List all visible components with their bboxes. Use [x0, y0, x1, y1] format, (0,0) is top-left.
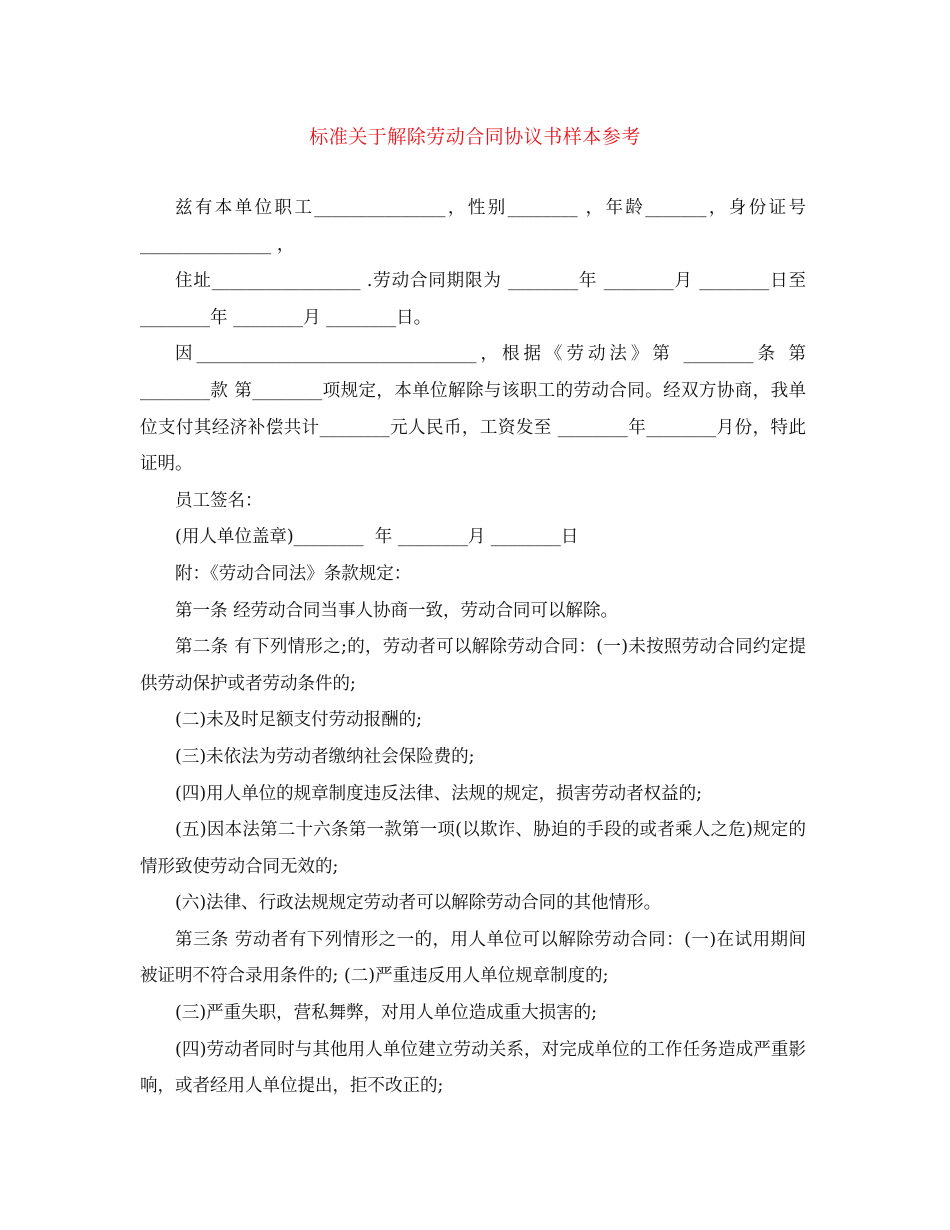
paragraph-termination-reason: 因________________________________，根据《劳动法》第 ________条 第 ________款 第________项规定，本单位解除与该职工的劳动合同。经双方协商，我单位支付其经济补偿共计________元人民币，工资发至 ________年________月份，特此证明。 — [140, 344, 812, 475]
paragraph-employer-seal: (用人单位盖章)________ 年 ________月 ________日 — [175, 527, 579, 548]
paragraph-appendix-heading: 附：《劳动合同法》条款规定： — [175, 563, 412, 584]
paragraph-employee-signature: 员工签名： — [175, 490, 263, 511]
paragraph-article-2-item-3: (三)未依法为劳动者缴纳社会保险费的; — [175, 746, 475, 767]
paragraph-article-2: 第二条 有下列情形之;的，劳动者可以解除劳动合同：(一)未按照劳动合同约定提供劳动保护或者劳动条件的; — [140, 637, 806, 694]
paragraph-employee-info: 兹有本单位职工_______________，性别________ ，年龄_______，身份证号_______________ ， — [140, 198, 806, 255]
paragraph-article-2-item-4: (四)用人单位的规章制度违反法律、法规的规定，损害劳动者权益的; — [175, 783, 703, 804]
paragraph-article-3-item-3: (三)严重失职，营私舞弊，对用人单位造成重大损害的; — [175, 1003, 598, 1024]
document-body — [140, 190, 812, 1105]
paragraph-address-term: 住址_________________ .劳动合同期限为 ________年 ________月 ________日至 ________年 ________月 ________日。 — [140, 271, 812, 328]
paragraph-article-3: 第三条 劳动者有下列情形之一的，用人单位可以解除劳动合同：(一)在试用期间被证明不符合录用条件的; (二)严重违反用人单位规章制度的; — [140, 929, 806, 987]
paragraph-article-1: 第一条 经劳动合同当事人协商一致，劳动合同可以解除。 — [175, 600, 619, 621]
paragraph-article-2-item-2: (二)未及时足额支付劳动报酬的; — [175, 710, 423, 731]
paragraph-article-2-item-5: (五)因本法第二十六条第一款第一项(以欺诈、胁迫的手段的或者乘人之危)规定的情形致使劳动合同无效的; — [140, 820, 806, 877]
paragraph-article-3-item-4: (四)劳动者同时与其他用人单位建立劳动关系，对完成单位的工作任务造成严重影响，或者经用人单位提出，拒不改正的; — [140, 1039, 806, 1097]
document-title: 标准关于解除劳动合同协议书样本参考 — [309, 126, 641, 148]
paragraph-article-2-item-6: (六)法律、行政法规规定劳动者可以解除劳动合同的其他情形。 — [175, 893, 662, 914]
